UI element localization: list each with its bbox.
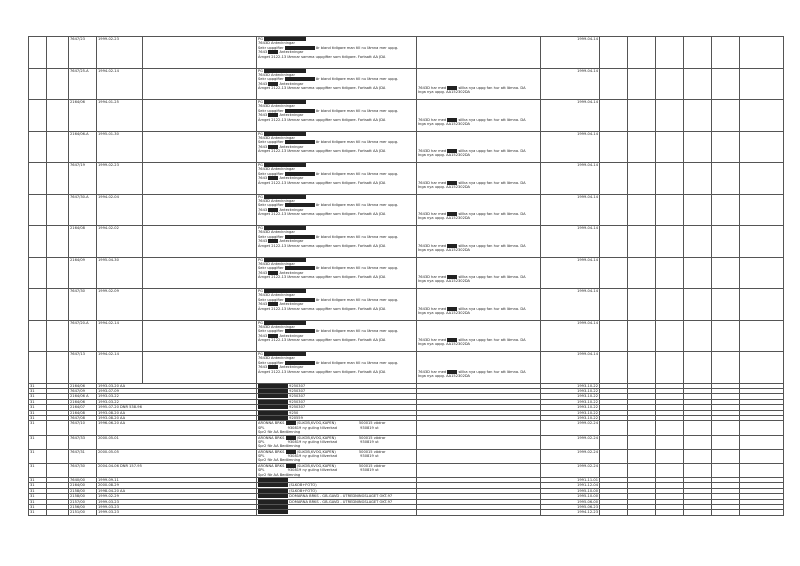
record-date: 2000-05-05	[98, 449, 119, 454]
review-date: 1999-04-14	[577, 163, 598, 167]
redaction-bar	[285, 361, 315, 365]
review-date: 1991-12-04	[577, 483, 598, 488]
row-number: 31	[30, 499, 35, 504]
followup-cell: 7643D har med sillka nya uppg fan hur att lämna. DA Inga nya uppg. AA152302DA	[417, 68, 541, 100]
record-date: 1993-08-20 AA	[98, 415, 126, 420]
redaction-bar	[447, 275, 457, 279]
annotation-cell: PG 7643D Anteckningar Sekr uppgifter är bland tidigare man till nu lämna mer uppg. 7643 Anteckningar Ärnget 2122-13 lämnar samma uppgifter som tidigare. Fortsatt AA JDA	[257, 194, 417, 226]
row-number: 31	[30, 494, 35, 499]
record-date: 1999-03-23	[98, 505, 119, 510]
row-flag	[47, 320, 69, 352]
record-id: 2164/08	[70, 410, 85, 415]
record-date: 1993-03-20 AA	[98, 383, 126, 388]
review-date: 1999-04-14	[577, 100, 598, 104]
row-number: 31	[30, 388, 35, 393]
row-flag	[47, 68, 69, 100]
record-id: 7647/33	[70, 435, 85, 440]
record-date: 1999-02-09	[98, 289, 119, 293]
table-row	[29, 320, 784, 352]
review-date: 1999-02-24	[577, 463, 598, 468]
record-id: 7647/31	[70, 449, 85, 454]
review-date: 1999-04-14	[577, 131, 598, 136]
followup-cell: 7643D har med sillka nya uppg fan hur att lämna. DA Inga nya uppg. AA152302DA	[417, 100, 541, 132]
followup-cell: 7643D har med sillka nya uppg fan hur att lämna. DA Inga nya uppg. AA152302DA	[417, 352, 541, 384]
record-id: 7647/20-A	[70, 320, 89, 325]
review-date: 1999-02-24	[577, 421, 598, 426]
redaction-bar	[258, 489, 288, 493]
record-id: 7647/09	[70, 388, 85, 393]
redaction-bar	[285, 235, 315, 239]
redaction-bar	[258, 394, 288, 398]
record-date: 1994-02-02	[98, 226, 119, 230]
review-date: 1993-10-22	[577, 399, 598, 404]
record-id: 2164/06	[70, 100, 85, 104]
redaction-bar	[285, 266, 315, 270]
record-id: 7647/25-A	[70, 68, 89, 73]
row-flag	[47, 163, 69, 195]
row-flag	[47, 194, 69, 226]
record-id: 2164/06	[70, 399, 85, 404]
redaction-bar	[258, 478, 288, 482]
record-id: 2164/06 A	[70, 394, 89, 399]
row-number: 31	[30, 394, 35, 399]
record-date: 2004-04-06 DNR 157-95	[98, 463, 142, 468]
table-row	[29, 163, 784, 195]
redaction-bar	[285, 46, 315, 50]
record-id: 7640/00	[70, 478, 85, 483]
review-date: 1999-04-14	[577, 352, 598, 356]
record-date: 2000-05-01	[98, 435, 119, 440]
record-date: 1993-08-20 AA	[98, 410, 126, 415]
record-id: 2151/00	[70, 510, 85, 515]
record-id: 2164/00	[70, 483, 85, 488]
followup-cell: 7643D har med sillka nya uppg fan hur att lämna. DA Inga nya uppg. AA152302DA	[417, 194, 541, 226]
redaction-bar	[268, 176, 278, 180]
row-number: 31	[30, 435, 35, 440]
redaction-bar	[258, 400, 288, 404]
record-id: 7647/23	[70, 37, 85, 41]
row-flag	[47, 352, 69, 384]
redaction-bar	[447, 370, 457, 374]
row-flag	[47, 257, 69, 289]
redaction-bar	[258, 505, 288, 509]
annotation-cell: PG 7643D Anteckningar Sekr uppgifter är bland tidigare man till nu lämna mer uppg. 7643 Anteckningar Ärnget 2122-13 lämnar samma uppgifter som tidigare. Fortsatt AA JDA	[257, 68, 417, 100]
review-date: 1999-04-14	[577, 194, 598, 199]
record-date: 1994-02-14	[98, 68, 119, 73]
reference-code: 9250307	[289, 394, 306, 399]
review-date: 1999-02-24	[577, 449, 598, 454]
redaction-bar	[258, 483, 288, 487]
row-number: 31	[30, 505, 35, 510]
redaction-bar	[286, 464, 296, 468]
review-date: 1995-06-23	[577, 505, 598, 510]
record-date: 2000-08-29	[98, 483, 119, 488]
review-date: 1993-10-22	[577, 394, 598, 399]
redaction-bar	[286, 436, 296, 440]
reference-code: 9250307	[289, 405, 306, 410]
redaction-bar	[268, 50, 278, 54]
record-date: 1995-01-30	[98, 131, 119, 136]
reference-code: 9250307	[289, 399, 306, 404]
redaction-bar	[268, 302, 278, 306]
annotation-cell: PG 7643D Anteckningar Sekr uppgifter är bland tidigare man till nu lämna mer uppg. 7643 Anteckningar Ärnget 2122-13 lämnar samma uppgifter som tidigare. Fortsatt AA JDA	[257, 320, 417, 352]
redaction-bar	[447, 149, 457, 153]
redaction-bar	[268, 365, 278, 369]
followup-cell: 7643D har med sillka nya uppg fan hur att lämna. DA Inga nya uppg. AA152302DA	[417, 320, 541, 352]
table-row	[29, 421, 784, 435]
row-number: 31	[30, 488, 35, 493]
table-row	[29, 449, 784, 463]
review-date: 1999-04-14	[577, 226, 598, 230]
redaction-bar	[286, 421, 296, 425]
record-id: 2156/00	[70, 505, 85, 510]
redaction-bar	[285, 203, 315, 207]
redaction-bar	[258, 510, 288, 514]
table-row	[29, 37, 784, 69]
redaction-bar	[447, 212, 457, 216]
record-date: 1999-03-23	[98, 510, 119, 515]
table-row	[29, 68, 784, 100]
review-date: 1993-10-22	[577, 410, 598, 415]
record-id: 7647/30-A	[70, 194, 89, 199]
redaction-bar	[285, 77, 315, 81]
row-number: 31	[30, 383, 35, 388]
annotation-cell: PG 7643D Anteckningar Sekr uppgifter är bland tidigare man till nu lämna mer uppg. 7643 Anteckningar Ärnget 2122-13 lämnar samma uppgifter som tidigare. Fortsatt AA JDA	[257, 100, 417, 132]
review-date: 1999-04-14	[577, 68, 598, 73]
review-date: 1999-02-24	[577, 435, 598, 440]
redaction-bar	[447, 338, 457, 342]
redaction-bar	[258, 416, 288, 420]
row-flag	[47, 100, 69, 132]
review-date: 1993-10-22	[577, 383, 598, 388]
redaction-bar	[258, 389, 288, 393]
record-date: 1993-03-22	[98, 399, 119, 404]
table-row	[29, 510, 784, 515]
redaction-bar	[285, 109, 315, 113]
table-row	[29, 289, 784, 321]
followup-cell	[417, 37, 541, 69]
record-id: 7647/10	[70, 421, 85, 426]
review-date: 1993-10-22	[577, 388, 598, 393]
followup-cell: 7643D har med sillka nya uppg fan hur att lämna. DA Inga nya uppg. AA152302DA	[417, 257, 541, 289]
redaction-bar	[258, 384, 288, 388]
record-id: 7647/19	[70, 163, 85, 167]
review-date: 1995-06-00	[577, 499, 598, 504]
annotation-cell: PG 7643D Anteckningar Sekr uppgifter är bland tidigare man till nu lämna mer uppg. 7643 Anteckningar Ärnget 2122-13 lämnar samma uppgifter som tidigare. Fortsatt AA JDA	[257, 163, 417, 195]
redaction-bar	[268, 239, 278, 243]
table-row	[29, 435, 784, 449]
row-flag	[47, 226, 69, 258]
record-date: 1995-04-30	[98, 257, 119, 262]
annotation-cell: PG 7643D Anteckningar Sekr uppgifter är bland tidigare man till nu lämna mer uppg. 7643 Anteckningar Ärnget 2122-13 lämnar samma uppgifter som tidigare. Fortsatt AA JDA	[257, 37, 417, 69]
table-row	[29, 257, 784, 289]
redaction-bar	[447, 307, 457, 311]
record-date: 1999-02-23	[98, 163, 119, 167]
review-date: 1993-10-22	[577, 405, 598, 410]
reference-code: 920559	[289, 415, 303, 420]
redaction-bar	[286, 450, 296, 454]
record-id: 2158/00	[70, 488, 85, 493]
redaction-bar	[447, 244, 457, 248]
review-date: 1999-04-14	[577, 289, 598, 293]
reference-code: 9250	[289, 410, 299, 415]
record-date: 1998-04-20 AA	[98, 488, 126, 493]
record-date: 1999-02-23	[98, 37, 119, 41]
reference-code: (SLKOB+FOTO)	[289, 488, 317, 493]
redaction-bar	[258, 500, 288, 504]
table-row	[29, 100, 784, 132]
row-number: 31	[30, 421, 35, 426]
redaction-bar	[258, 405, 288, 409]
record-date: 1994-01-25	[98, 100, 119, 104]
row-number: 31	[30, 449, 35, 454]
record-id: 2157/00	[70, 499, 85, 504]
review-date: 1993-10-22	[577, 415, 598, 420]
record-id: 7647/30	[70, 289, 85, 293]
row-number: 31	[30, 399, 35, 404]
record-date: 1993-03-22	[98, 394, 119, 399]
review-date: 1999-04-14	[577, 257, 598, 262]
row-number: 31	[30, 478, 35, 483]
record-id: 2164/07	[70, 405, 85, 410]
annotation-cell: ARONNA BRKS (SLKOB,KVOG,KAPEN) 500015 vädrar SPL 930819 ny guling tillverkad 930819 ut Spr2 för AA Bedömning	[257, 421, 417, 435]
record-id: 7647/08	[70, 415, 85, 420]
redaction-bar	[285, 298, 315, 302]
record-id: 2164/06-A	[70, 131, 89, 136]
annotation-cell: PG 7643D Anteckningar Sekr uppgifter är bland tidigare man till nu lämna mer uppg. 7643 Anteckningar Ärnget 2122-13 lämnar samma uppgifter som tidigare. Fortsatt AA JDA	[257, 352, 417, 384]
followup-cell: 7643D har med sillka nya uppg fan hur att lämna. DA Inga nya uppg. AA152302DA	[417, 226, 541, 258]
reference-code: DOMARNA BRKS - GB-GÄVD - UTREDNINGSLAGET OKT-97	[289, 494, 393, 499]
row-flag	[47, 289, 69, 321]
redaction-bar	[285, 140, 315, 144]
table-row	[29, 194, 784, 226]
table-row	[29, 226, 784, 258]
record-date: 1999-02-29	[98, 494, 119, 499]
row-flag	[47, 131, 69, 163]
annotation-cell: PG 7643D Anteckningar Sekr uppgifter är bland tidigare man till nu lämna mer uppg. 7643 Anteckningar Ärnget 2122-13 lämnar samma uppgifter som tidigare. Fortsatt AA JDA	[257, 131, 417, 163]
record-id: 2164/08	[70, 226, 85, 230]
annotation-cell: PG 7643D Anteckningar Sekr uppgifter är bland tidigare man till nu lämna mer uppg. 7643 Anteckningar Ärnget 2122-13 lämnar samma uppgifter som tidigare. Fortsatt AA JDA	[257, 289, 417, 321]
annotation-cell: PG 7643D Anteckningar Sekr uppgifter är bland tidigare man till nu lämna mer uppg. 7643 Anteckningar Ärnget 2122-13 lämnar samma uppgifter som tidigare. Fortsatt AA JDA	[257, 257, 417, 289]
row-number: 31	[30, 463, 35, 468]
redaction-bar	[447, 118, 457, 122]
reference-code: 9250307	[289, 388, 306, 393]
review-date: 1999-04-14	[577, 320, 598, 325]
record-date: 1994-02-14	[98, 320, 119, 325]
annotation-cell: ARONNA BRKS (SLKOB,KVOG,KAPEN) 500015 vädrar SPL 930819 ny guling tillverkad 930819 ut Spr2 för AA Bedömning	[257, 449, 417, 463]
followup-cell: 7643D har med sillka nya uppg fan hur att lämna. DA Inga nya uppg. AA152302DA	[417, 163, 541, 195]
record-id: 2164/09	[70, 257, 85, 262]
followup-cell: 7643D har med sillka nya uppg fan hur att lämna. DA Inga nya uppg. AA152302DA	[417, 289, 541, 321]
annotation-cell: PG 7643D Anteckningar Sekr uppgifter är bland tidigare man till nu lämna mer uppg. 7643 Anteckningar Ärnget 2122-13 lämnar samma uppgifter som tidigare. Fortsatt AA JDA	[257, 226, 417, 258]
redaction-bar	[285, 329, 315, 333]
redaction-bar	[258, 411, 288, 415]
record-date: 1994-02-04	[98, 194, 119, 199]
table-row	[29, 131, 784, 163]
redaction-bar	[285, 172, 315, 176]
row-number: 31	[30, 405, 35, 410]
record-date: 1993-07-09	[98, 388, 119, 393]
record-date: 1994-02-14	[98, 352, 119, 356]
reference-code: 9250307	[289, 383, 306, 388]
record-id: 2164/06	[70, 383, 85, 388]
record-id: 7647/30	[70, 463, 85, 468]
review-date: 1999-04-14	[577, 37, 598, 41]
review-date: 1995-10-00	[577, 488, 598, 493]
reference-code: DOMARNA BRKS - GB-GÄVD - UTREDNINGSLAGET OKT-97	[289, 499, 393, 504]
redaction-bar	[447, 86, 457, 90]
row-number: 31	[30, 410, 35, 415]
records-table	[28, 36, 784, 516]
record-id: 2158/00	[70, 494, 85, 499]
document-sheet	[28, 36, 783, 546]
redaction-bar	[447, 181, 457, 185]
annotation-cell: ARONNA BRKS (SLKOB,KVOG,KAPEN) 500015 vädrar SPL 930819 ny guling tillverkad 930819 ut Spr2 för AA Bedömning	[257, 463, 417, 477]
annotation-cell: ARONNA BRKS (SLKOB,KVOG,KAPEN) 500015 vädrar SPL 930819 ny guling tillverkad 930819 ut Spr2 för AA Bedömning	[257, 435, 417, 449]
review-date: 1995-10-00	[577, 494, 598, 499]
table-row	[29, 352, 784, 384]
record-date: 1999-03-23	[98, 499, 119, 504]
row-number: 31	[30, 415, 35, 420]
review-date: 1991-11-01	[577, 478, 598, 483]
record-date: 1996-06-20 AA	[98, 421, 126, 426]
reference-code: (SLKOB+FOTO)	[289, 483, 317, 488]
row-number: 31	[30, 483, 35, 488]
record-date: 1995-07-20 DNR 538-96	[98, 405, 142, 410]
row-number: 31	[30, 510, 35, 515]
review-date: 1994-12-23	[577, 510, 598, 515]
record-date: 1999-09-11	[98, 478, 119, 483]
row-flag	[47, 37, 69, 69]
redaction-bar	[258, 494, 288, 498]
record-id: 7647/13	[70, 352, 85, 356]
table-row	[29, 463, 784, 477]
followup-cell: 7643D har med sillka nya uppg fan hur att lämna. DA Inga nya uppg. AA152302DA	[417, 131, 541, 163]
redaction-bar	[268, 113, 278, 117]
